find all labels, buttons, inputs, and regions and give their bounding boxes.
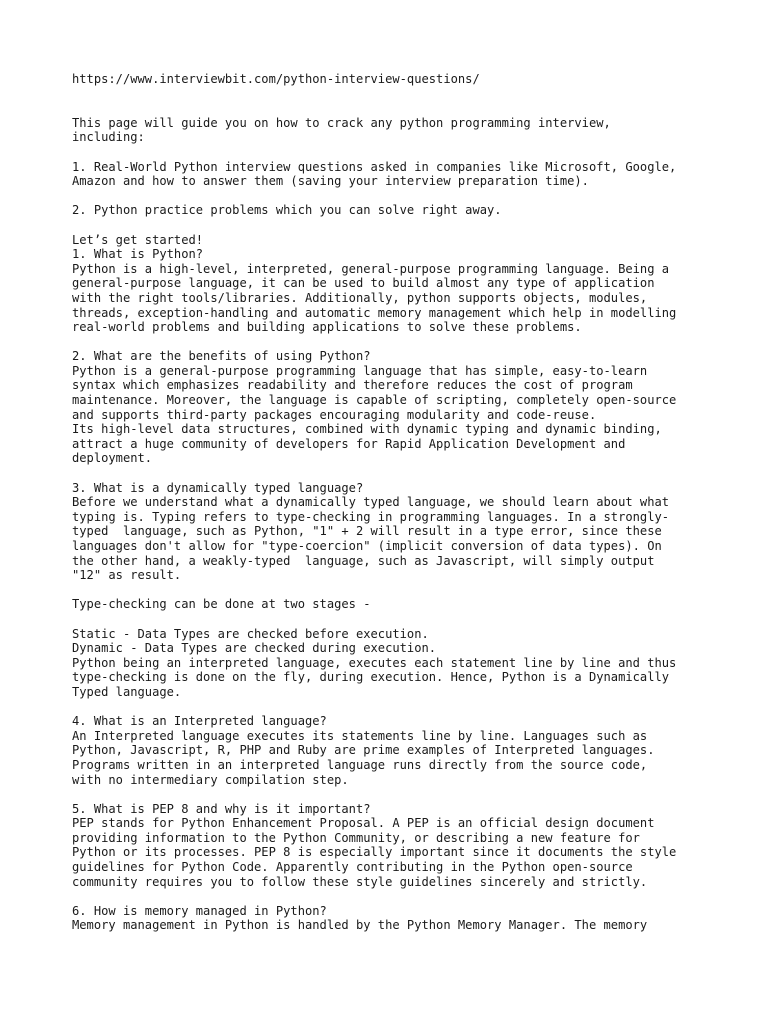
text-line: 5. What is PEP 8 and why is it important? <box>72 801 371 816</box>
text-line: Its high-level data structures, combined with dynamic typing and dynamic binding, <box>72 422 662 437</box>
document-page <box>72 72 732 933</box>
text-line: with no intermediary compilation step. <box>72 772 349 787</box>
text-line: type-checking is done on the fly, during execution. Hence, Python is a Dynamically <box>72 670 670 685</box>
text-line: Static - Data Types are checked before execution. <box>72 626 429 641</box>
text-line: PEP stands for Python Enhancement Proposal. A PEP is an official design document <box>72 816 655 831</box>
text-line: threads, exception-handling and automatic memory management which help in modelling <box>72 305 677 320</box>
text-line: languages don't allow for "type-coercion" (implicit conversion of data types). On <box>72 539 662 553</box>
text-line: Python, Javascript, R, PHP and Ruby are prime examples of Interpreted languages. <box>72 743 655 758</box>
text-line: Python is a general-purpose programming language that has simple, easy-to-learn <box>72 363 648 378</box>
blank-line <box>72 145 732 160</box>
text-line: 6. How is memory managed in Python? <box>72 903 327 918</box>
text-line: typed language, such as Python, "1" + 2 will result in a type error, since these <box>72 524 662 539</box>
text-line: and supports third-party packages encouraging modularity and code-reuse. <box>72 407 597 422</box>
text-line: Memory management in Python is handled by the Python Memory Manager. The memory <box>72 918 648 933</box>
text-line: general-purpose language, it can be used to build almost any type of application <box>72 276 655 291</box>
text-line: Programs written in an interpreted language runs directly from the source code, <box>72 757 648 772</box>
blank-line <box>72 583 732 598</box>
text-line: with the right tools/libraries. Additionally, python supports objects, modules, <box>72 290 648 305</box>
text-line: 4. What is an Interpreted language? <box>72 714 327 729</box>
text-line: Python is a high-level, interpreted, general-purpose programming language. Being a <box>72 261 670 276</box>
text-line: Python or its processes. PEP 8 is especially important since it documents the style <box>72 845 677 860</box>
blank-line <box>72 101 732 116</box>
blank-line <box>72 189 732 204</box>
text-line: "12" as result. <box>72 568 182 583</box>
blank-line <box>72 87 732 102</box>
text-line: Amazon and how to answer them (saving your interview preparation time). <box>72 174 589 189</box>
text-line: providing information to the Python Community, or describing a new feature for <box>72 830 640 845</box>
text-line: Typed language. <box>72 684 182 699</box>
text-line: deployment. <box>72 451 153 466</box>
text-line: maintenance. Moreover, the language is capable of scripting, completely open-source <box>72 393 677 408</box>
text-line: 2. What are the benefits of using Python? <box>72 349 371 364</box>
blank-line <box>72 700 732 715</box>
blank-line <box>72 889 732 904</box>
blank-line <box>72 787 732 802</box>
text-line: Python being an interpreted language, executes each statement line by line and thus <box>72 655 677 670</box>
text-line: community requires you to follow these style guidelines sincerely and strictly. <box>72 874 648 889</box>
blank-line <box>72 335 732 350</box>
text-line: syntax which emphasizes readability and therefore reduces the cost of program <box>72 378 633 393</box>
blank-line <box>72 218 732 233</box>
text-line: including: <box>72 130 145 145</box>
text-line: Let’s get started! <box>72 232 204 247</box>
text-line: guidelines for Python Code. Apparently contributing in the Python open-source <box>72 860 633 875</box>
text-line: attract a huge community of developers for Rapid Application Development and <box>72 436 626 451</box>
text-line: 3. What is a dynamically typed language? <box>72 480 364 495</box>
text-line: Before we understand what a dynamically typed language, we should learn about what <box>72 495 670 510</box>
text-line: typing is. Typing refers to type-checking in programming languages. In a strongly- <box>72 509 670 524</box>
text-line: Dynamic - Data Types are checked during execution. <box>72 641 437 656</box>
text-line: This page will guide you on how to crack any python programming interview, <box>72 115 611 130</box>
text-line: 1. Real-World Python interview questions asked in companies like Microsoft, Google, <box>72 159 677 174</box>
blank-line <box>72 612 732 627</box>
text-line: real-world problems and building applications to solve these problems. <box>72 320 582 335</box>
blank-line <box>72 466 732 481</box>
text-line: 1. What is Python? <box>72 247 204 262</box>
text-line: 2. Python practice problems which you can solve right away. <box>72 203 502 218</box>
text-line: the other hand, a weakly-typed language, such as Javascript, will simply output <box>72 553 655 568</box>
text-line: Type-checking can be done at two stages - <box>72 597 371 612</box>
text-line: An Interpreted language executes its statements line by line. Languages such as <box>72 728 648 743</box>
text-line: https://www.interviewbit.com/python-interview-questions/ <box>72 72 480 86</box>
